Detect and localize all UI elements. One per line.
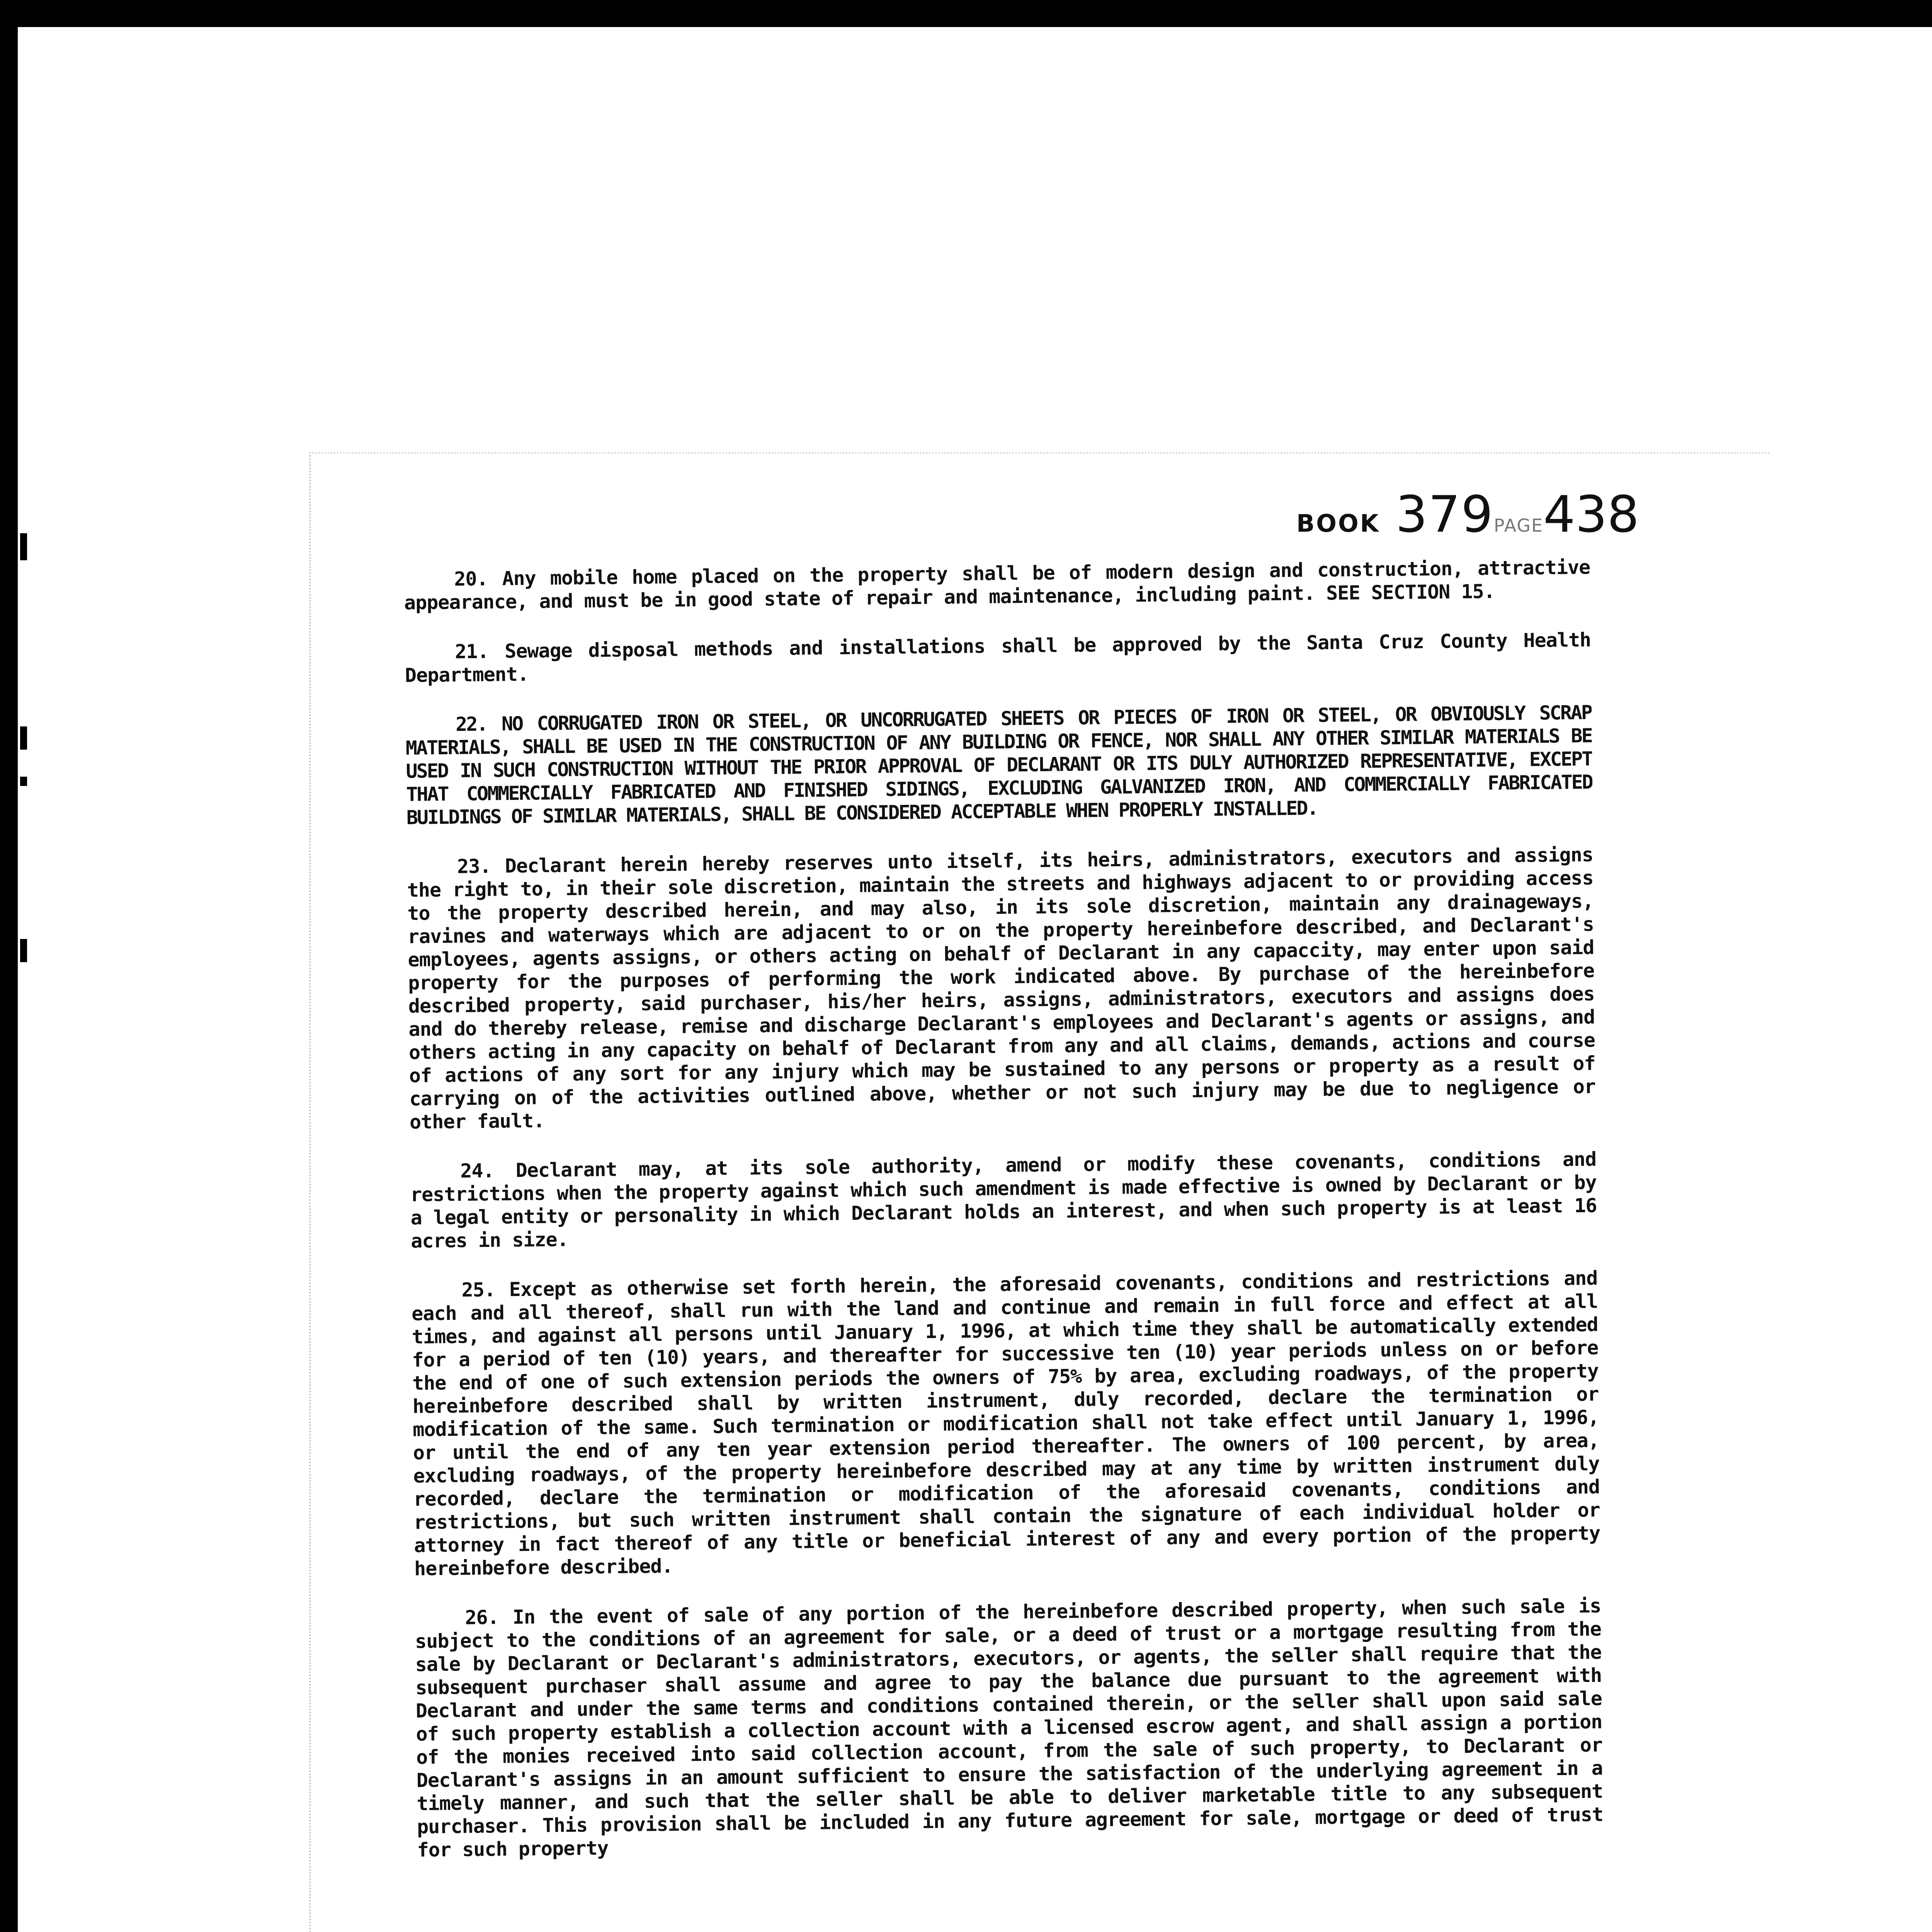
stamp-book-number: 379 xyxy=(1395,485,1494,544)
paragraph-23: 23. Declarant herein hereby reserves unto itself, its heirs, administrators, executors and assigns the right to, in their sole discretion, maintain the streets and highways adjacent to or providing access to the property described herein, and may also, in its sole discretion, maintain any drainageways, ravines and waterways which are adjacent to or on the property hereinbefore described, and Declarant's employees, agents assigns, or others acting on behalf of Declarant in any capaccity, may enter upon said property for the purposes of performing the work indicated above. By purchase of the hereinbefore described property, said purchaser, his/her heirs, assigns, administrators, executors and assigns does and do thereby release, remise and discharge Declarant's employees and Declarant's agents or assigns, and others acting in any capacity on behalf of Declarant from any and all claims, demands, actions and course of actions of any sort for any injury which may be sustained to any persons or property as a result of carrying on of the activities outlined above, whether or not such injury may be due to negligence or other fault. xyxy=(407,843,1596,1133)
scan-mark xyxy=(20,777,27,786)
scan-mark xyxy=(20,533,27,560)
stamp-book-label: BOOK xyxy=(1296,509,1380,537)
paragraph-26: 26. In the event of sale of any portion of the hereinbefore described property, when such sale is subject to the conditions of an agreement for sale, or a deed of trust or a mortgage resulting from the sale by Declarant or Declarant's administrators, executors, or agents, the seller shall require that the subsequent purchaser shall assume and agree to pay the balance due pursuant to the agreement with Declarant and under the same terms and conditions contained therein, or the seller shall upon said sale of such property establish a collection account with a licensed escrow agent, and shall assign a portion of the monies received into said collection account, from the sale of such property, to Declarant or Declarant's assigns in an amount sufficient to ensure the satisfaction of the underlying agreement in a timely manner, and such that the seller shall be able to deliver marketable title to any subsequent purchaser. This provision shall be included in any future agreement for sale, mortgage or deed of trust for such property xyxy=(415,1594,1604,1861)
scan-border-top xyxy=(0,0,1932,27)
paragraph-21: 21. Sewage disposal methods and installations shall be approved by the Santa Cruz County Health Department. xyxy=(405,628,1591,687)
stamp-page-label: PAGE xyxy=(1493,515,1544,536)
scan-mark xyxy=(20,939,27,962)
paragraph-20: 20. Any mobile home placed on the property shall be of modern design and construction, attractive appearance, and must be in good state of repair and maintenance, including paint. SEE SECTION 15. xyxy=(404,556,1590,614)
paragraph-22: 22. NO CORRUGATED IRON OR STEEL, OR UNCORRUGATED SHEETS OR PIECES OF IRON OR STEEL, OR OBVIOUSLY SCRAP MATERIALS, SHALL BE USED IN THE CONSTRUCTION OF ANY BUILDING OR FENCE, NOR SHALL ANY OTHER SIMILAR MATERIALS BE USED IN SUCH CONSTRUCTION WITHOUT THE PRIOR APPROVAL OF DECLARANT OR ITS DULY AUTHORIZED REPRESENTATIVE, EXCEPT THAT COMMERCIALLY FABRICATED AND FINISHED SIDINGS, EXCLUDING GALVANIZED IRON, AND COMMERCIALLY FABRICATED BUILDINGS OF SIMILAR MATERIALS, SHALL BE CONSIDERED ACCEPTABLE WHEN PROPERLY INSTALLED. xyxy=(405,701,1593,829)
scan-mark xyxy=(20,726,27,750)
paragraph-24: 24. Declarant may, at its sole authority, amend or modify these covenants, conditions and restrictions when the property against which such amendment is made effective is owned by Declarant or by a legal entity or personality in which Declarant holds an interest, and when such property is at least 16 acres in size. xyxy=(410,1148,1597,1252)
paragraph-25: 25. Except as otherwise set forth herein, the aforesaid covenants, conditions and restrictions and each and all thereof, shall run with the land and continue and remain in full force and effect at all times, and against all persons until January 1, 1996, at which time they shall be automatically extended for a period of ten (10) years, and thereafter for successive ten (10) year periods unless on or before the end of one of such extension periods the owners of 75% by area, excluding roadways, of the property hereinbefore described shall by written instrument, duly recorded, declare the termination or modification of the same. Such termination or modification shall not take effect until January 1, 1996, or until the end of any ten year extension period thereafter. The owners of 100 percent, by area, excluding roadways, of the property hereinbefore described may at any time by written instrument duly recorded, declare the termination or modification of the aforesaid covenants, conditions and restrictions, but such written instrument shall contain the signature of each individual holder or attorney in fact thereof of any title or beneficial interest of any and every portion of the property hereinbefore described. xyxy=(411,1267,1600,1580)
scan-border-left xyxy=(0,0,18,1932)
stamp-page-number: 438 xyxy=(1543,485,1639,544)
document-body xyxy=(404,556,1604,1932)
recording-stamp xyxy=(1296,485,1639,544)
